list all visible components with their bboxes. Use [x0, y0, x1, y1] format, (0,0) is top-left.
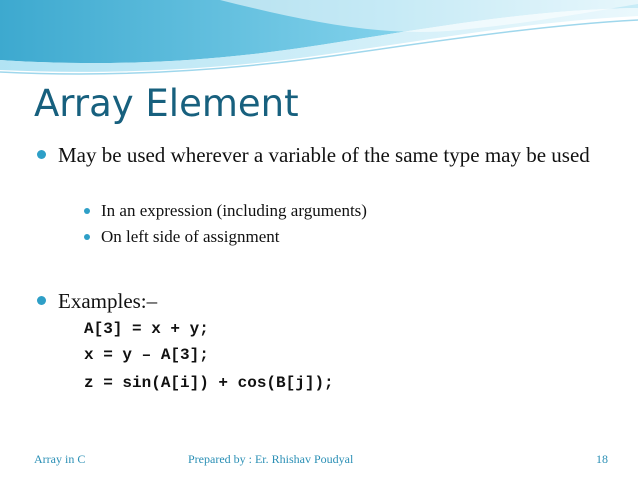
bullet-dot-icon	[37, 150, 46, 159]
bullet-examples	[58, 288, 157, 314]
footer-center: Prepared by : Er. Rhishav Poudyal	[188, 452, 354, 466]
code-line: z = sin(A[i]) + cos(B[j]);	[84, 374, 334, 392]
footer-left: Array in C	[34, 452, 86, 466]
page-number: 18	[596, 452, 608, 466]
bullet-text: Examples:–	[58, 289, 158, 313]
sub-bullet-expression	[101, 200, 367, 222]
sub-bullet-dot-icon	[84, 208, 90, 214]
sub-bullet-dot-icon	[84, 234, 90, 240]
slide-title: Array Element	[34, 82, 299, 125]
bullet-usage	[58, 142, 608, 168]
bullet-text: May be used wherever a variable of the same type may be used	[58, 143, 590, 167]
bullet-dot-icon	[37, 296, 46, 305]
sub-bullet-assignment	[101, 226, 279, 248]
code-line: x = y – A[3];	[84, 346, 209, 364]
sub-bullet-text: In an expression (including arguments)	[101, 201, 367, 220]
header-wave-decoration	[0, 0, 638, 80]
sub-bullet-text: On left side of assignment	[101, 227, 280, 246]
code-line: A[3] = x + y;	[84, 320, 209, 338]
